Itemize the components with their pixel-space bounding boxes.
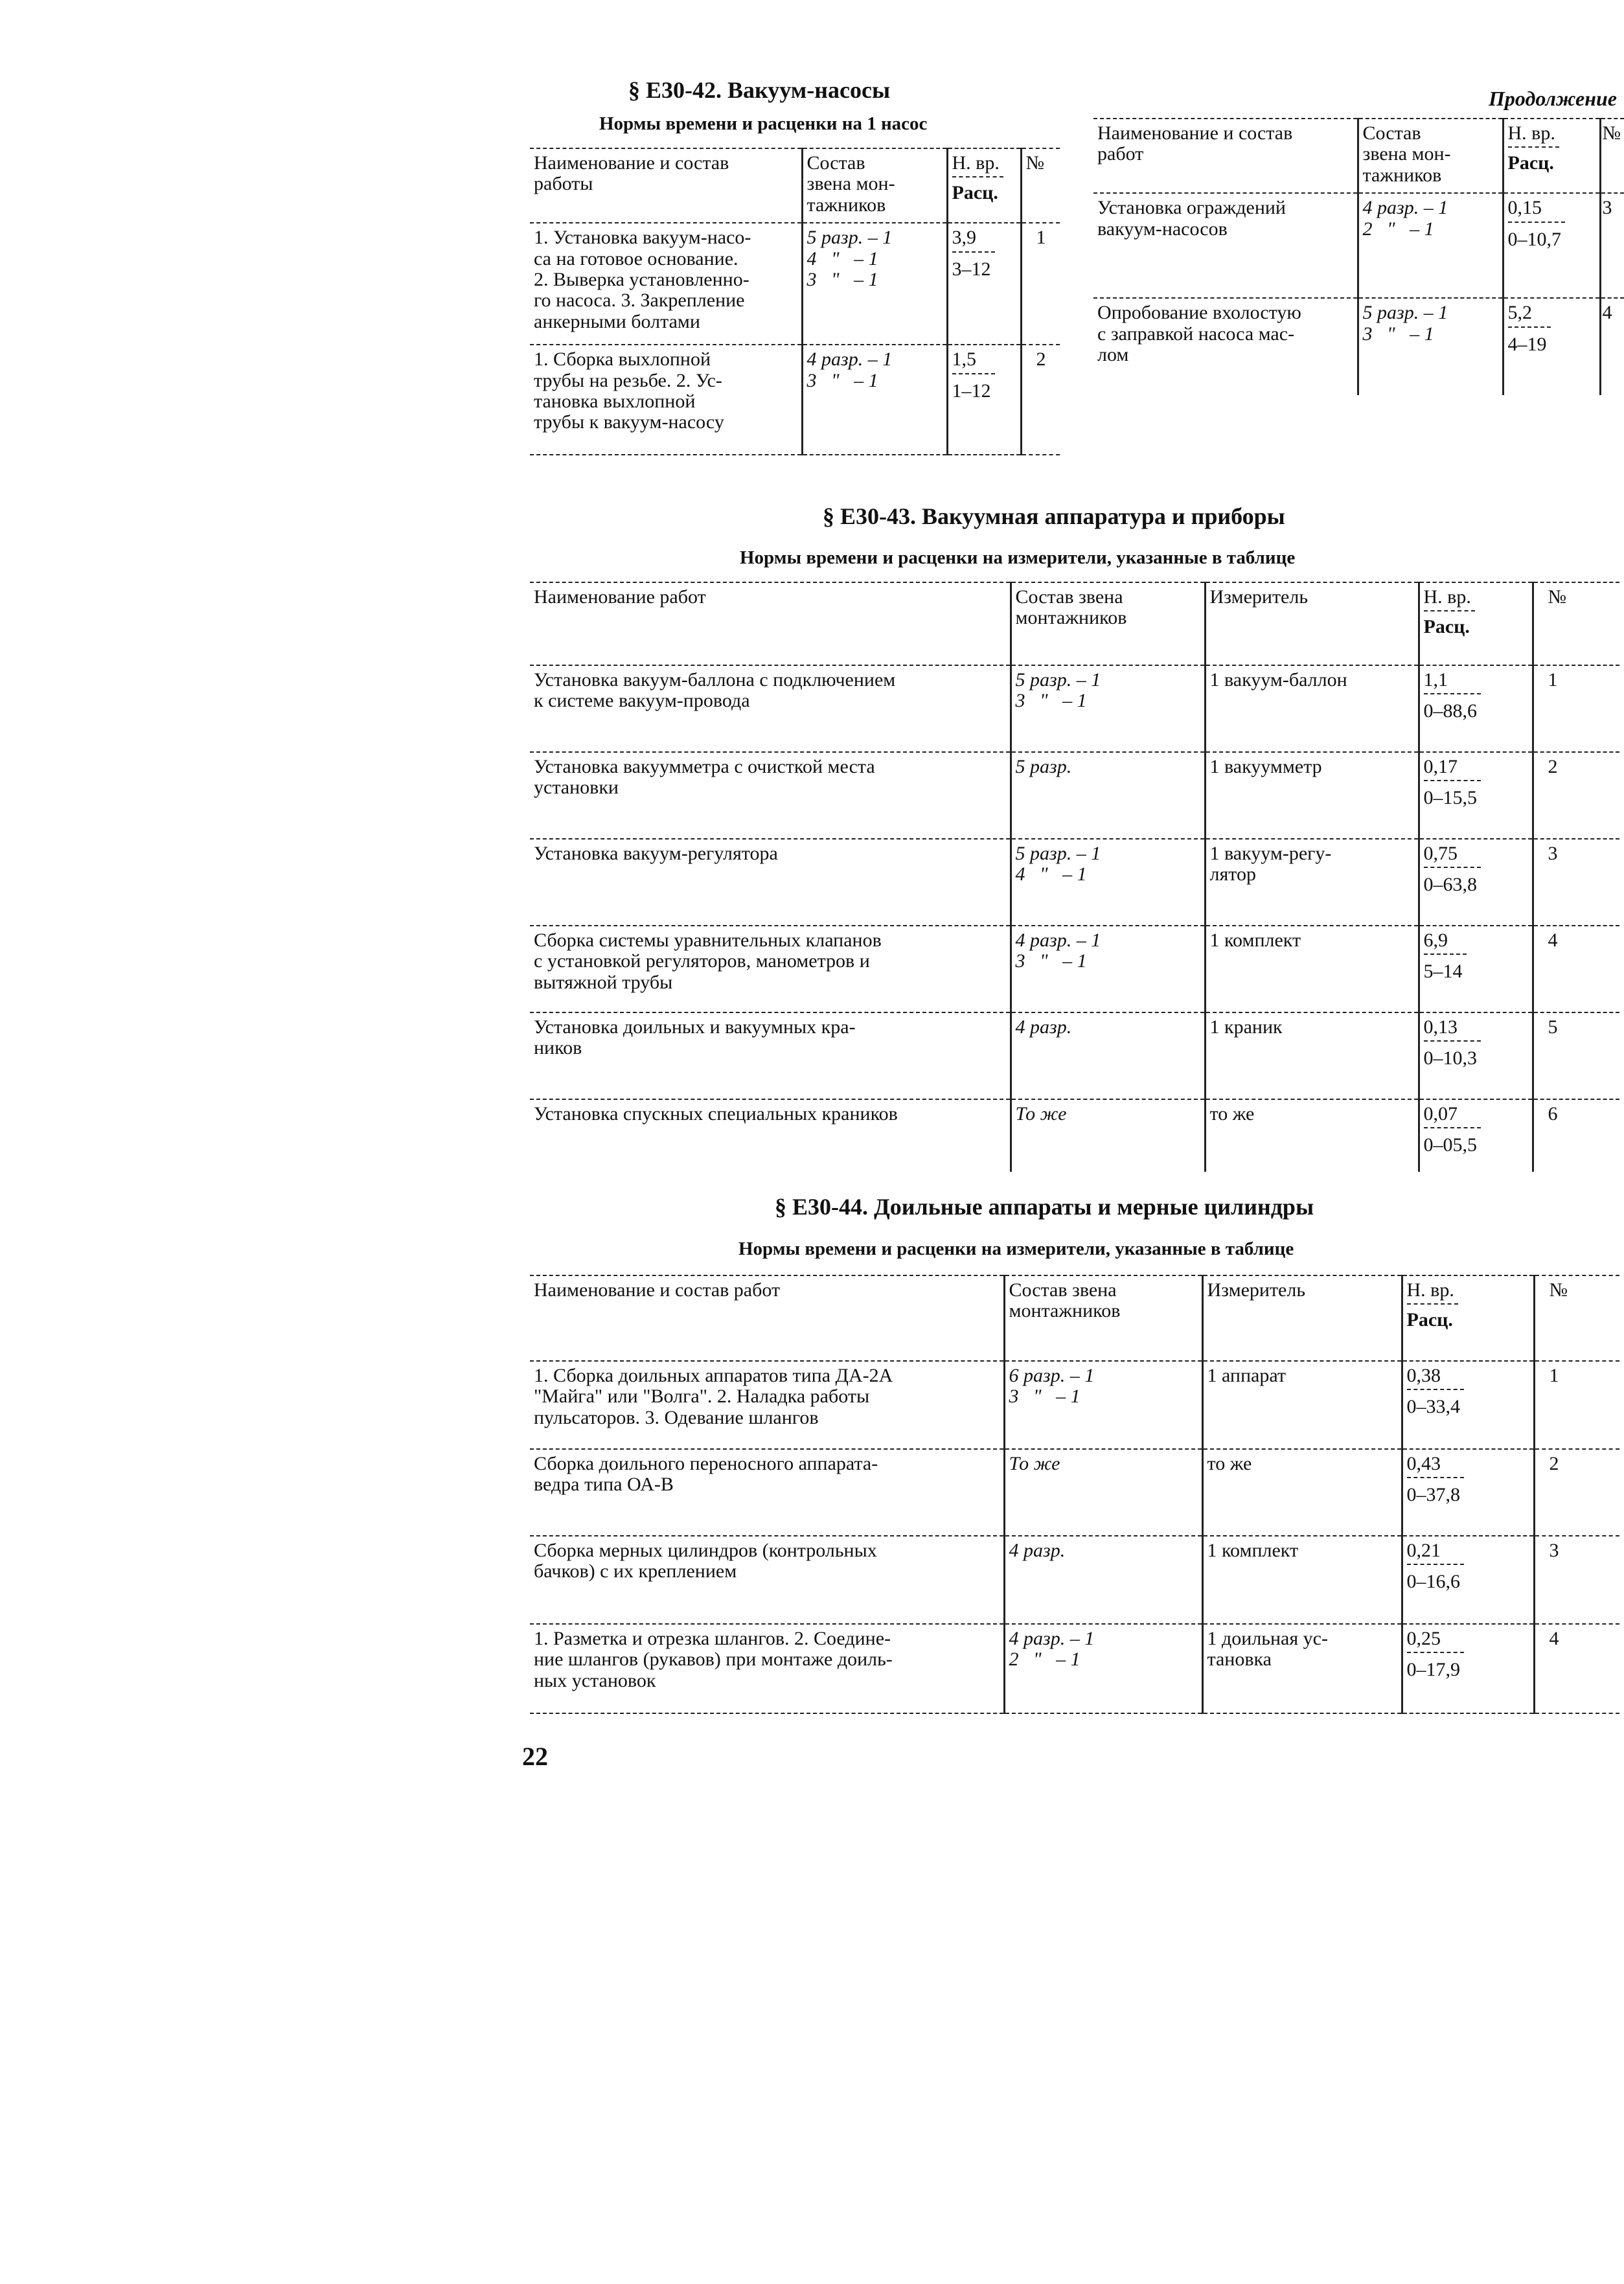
continuation-label: Продолжение (1489, 87, 1617, 110)
header-norm: Н. вр. (952, 152, 1000, 174)
section-subtitle-e30-44: Нормы времени и расценки на измерители, указанные в таблице (738, 1239, 1294, 1259)
row-norm-rate (1503, 193, 1600, 298)
row-unit: 1 доильная ус- тановка (1202, 1624, 1402, 1713)
row-rate: 0–88,6 (1424, 693, 1481, 722)
section-title-e30-42: § Е30-42. Вакуум-насосы (628, 77, 891, 103)
header-no: № (1533, 582, 1619, 665)
row-name: 1. Сборка доильных аппаратов типа ДА-2А "Майга" или "Волга". 2. Наладка работы пульсаторов. 3. Одевание шлангов (530, 1361, 1004, 1449)
table-row (530, 752, 1619, 839)
row-name: Установка спускных специальных краников (530, 1099, 1011, 1172)
row-name: Установка ограждений вакуум-насосов (1093, 193, 1358, 298)
section-title-e30-44: § Е30-44. Доильные аппараты и мерные цилиндры (775, 1194, 1314, 1220)
row-crew: 4 разр. (1011, 1012, 1205, 1099)
table-row (1093, 298, 1624, 395)
section-subtitle-e30-43: Нормы времени и расценки на измерители, указанные в таблице (740, 547, 1296, 568)
header-name: Наименование и состав работы (530, 148, 802, 223)
row-name: 1. Сборка выхлопной трубы на резьбе. 2. Ус- тановка выхлопной трубы к вакуум-насосу (530, 345, 802, 455)
row-name: 1. Разметка и отрезка шлангов. 2. Соедине- ние шлангов (рукавов) при монтаже доиль- ных установок (530, 1624, 1004, 1713)
row-rate: 0–16,6 (1407, 1564, 1465, 1592)
row-norm-rate (1419, 1099, 1533, 1172)
row-norm-rate (1419, 839, 1533, 926)
row-unit: 1 вакуум-регу- лятор (1205, 839, 1419, 926)
row-no: 2 (1021, 345, 1060, 455)
header-no: № (1600, 119, 1624, 193)
row-norm: 0,07 (1423, 1103, 1458, 1125)
row-name: Установка вакуумметра с очисткой места установки (530, 752, 1011, 839)
row-rate: 0–10,3 (1424, 1040, 1481, 1069)
row-unit: 1 комплект (1205, 926, 1419, 1012)
row-name: Опробование вхолостую с заправкой насоса мас- лом (1093, 298, 1358, 395)
table-e30-44 (530, 1275, 1619, 1714)
table-header-row (530, 148, 1060, 223)
header-norm-rate (1503, 119, 1600, 193)
row-no: 1 (1533, 665, 1619, 752)
header-name: Наименование и состав работ (530, 1275, 1004, 1361)
header-norm: Н. вр. (1423, 586, 1471, 608)
header-norm-rate (947, 148, 1021, 223)
table-row (530, 1449, 1619, 1536)
row-no: 4 (1534, 1624, 1619, 1713)
row-no: 1 (1534, 1361, 1619, 1449)
table-row (530, 345, 1060, 455)
row-rate: 3–12 (952, 251, 995, 280)
row-crew: 5 разр. (1011, 752, 1205, 839)
row-no: 3 (1534, 1536, 1619, 1624)
header-name: Наименование и состав работ (1093, 119, 1358, 193)
row-norm: 0,25 (1406, 1628, 1441, 1649)
row-norm: 0,13 (1423, 1016, 1458, 1038)
row-no: 1 (1021, 223, 1060, 345)
row-unit: 1 комплект (1202, 1536, 1402, 1624)
section-title-e30-43: § Е30-43. Вакуумная аппаратура и приборы (823, 503, 1285, 529)
table-row (1093, 193, 1624, 298)
table-header-row (530, 582, 1619, 665)
header-crew: Состав звена мон- тажников (1358, 119, 1503, 193)
row-name: Установка вакуум-регулятора (530, 839, 1011, 926)
row-unit: 1 краник (1205, 1012, 1419, 1099)
row-norm-rate (947, 345, 1021, 455)
row-unit: 1 вакуумметр (1205, 752, 1419, 839)
row-crew: То же (1011, 1099, 1205, 1172)
row-crew: 4 разр. – 1 2 " – 1 (1004, 1624, 1202, 1713)
row-rate: 0–33,4 (1407, 1389, 1465, 1417)
page-number: 22 (522, 1742, 548, 1771)
header-rate: Расц. (1407, 1303, 1458, 1330)
row-norm: 0,38 (1406, 1365, 1441, 1386)
row-rate: 0–15,5 (1424, 780, 1481, 808)
row-name: Сборка системы уравнительных клапанов с установкой регуляторов, манометров и вытяжной трубы (530, 926, 1011, 1012)
table-row (530, 223, 1060, 345)
table-header-row (530, 1275, 1619, 1361)
table-e30-43 (530, 582, 1619, 1172)
row-norm: 0,43 (1406, 1453, 1441, 1474)
table-e30-42-left (530, 148, 1060, 455)
row-norm-rate (1419, 665, 1533, 752)
row-unit: 1 аппарат (1202, 1361, 1402, 1449)
header-name: Наименование работ (530, 582, 1011, 665)
row-crew: 4 разр. – 1 3 " – 1 (802, 345, 947, 455)
header-rate: Расц. (1508, 146, 1559, 174)
row-unit: 1 вакуум-баллон (1205, 665, 1419, 752)
table-row (530, 926, 1619, 1012)
row-norm: 1,5 (952, 348, 976, 371)
row-crew: То же (1004, 1449, 1202, 1536)
row-name: Установка вакуум-баллона с подключением к системе вакуум-провода (530, 665, 1011, 752)
row-norm-rate (1419, 1012, 1533, 1099)
header-norm-rate (1419, 582, 1533, 665)
table-row (530, 839, 1619, 926)
header-unit: Измеритель (1205, 582, 1419, 665)
row-no: 4 (1533, 926, 1619, 1012)
header-norm: Н. вр. (1406, 1279, 1454, 1301)
table-row (530, 1624, 1619, 1713)
table-row (530, 1361, 1619, 1449)
row-crew: 5 разр. – 1 3 " – 1 (1358, 298, 1503, 395)
row-norm-rate (1402, 1449, 1534, 1536)
row-norm-rate (1402, 1361, 1534, 1449)
row-norm-rate (1503, 298, 1600, 395)
row-rate: 1–12 (952, 373, 995, 402)
table-row (530, 1012, 1619, 1099)
row-name: 1. Установка вакуум-насо- са на готовое основание. 2. Выверка установленно- го насоса. 3. Закрепление анкерными болтами (530, 223, 802, 345)
row-crew: 4 разр. – 1 2 " – 1 (1358, 193, 1503, 298)
row-norm-rate (947, 223, 1021, 345)
row-crew: 4 разр. – 1 3 " – 1 (1011, 926, 1205, 1012)
row-no: 5 (1533, 1012, 1619, 1099)
row-norm: 1,1 (1423, 669, 1448, 691)
row-norm-rate (1419, 926, 1533, 1012)
row-name: Сборка доильного переносного аппарата- ведра типа ОА-В (530, 1449, 1004, 1536)
row-norm: 3,9 (952, 227, 976, 249)
row-no: 3 (1533, 839, 1619, 926)
row-norm-rate (1402, 1536, 1534, 1624)
table-row (530, 665, 1619, 752)
row-no: 6 (1548, 1103, 1558, 1125)
header-crew: Состав звена монтажников (1011, 582, 1205, 665)
row-rate: 5–14 (1424, 954, 1467, 982)
row-rate: 0–05,5 (1424, 1127, 1481, 1156)
row-crew: 5 разр. – 1 4 " – 1 3 " – 1 (802, 223, 947, 345)
header-rate: Расц. (952, 176, 1003, 203)
row-norm-rate (1419, 752, 1533, 839)
row-rate: 4–19 (1508, 326, 1551, 355)
row-no: 2 (1534, 1449, 1619, 1536)
header-crew: Состав звена мон- тажников (802, 148, 947, 223)
table-e30-42-right (1093, 118, 1624, 395)
header-rate: Расц. (1424, 610, 1475, 637)
row-no: 4 (1602, 302, 1612, 324)
row-norm: 0,15 (1507, 197, 1542, 219)
table-row (530, 1536, 1619, 1624)
row-name: Установка доильных и вакуумных кра- ников (530, 1012, 1011, 1099)
header-no: № (1534, 1275, 1619, 1361)
row-rate: 0–10,7 (1508, 222, 1566, 250)
header-norm-rate (1402, 1275, 1534, 1361)
header-norm: Н. вр. (1507, 122, 1555, 144)
row-no: 3 (1600, 193, 1624, 298)
row-norm: 0,75 (1423, 843, 1458, 864)
row-norm: 0,17 (1423, 756, 1458, 777)
table-row (530, 1099, 1619, 1172)
row-unit: то же (1205, 1099, 1419, 1172)
row-rate: 0–17,9 (1407, 1652, 1465, 1680)
row-norm: 6,9 (1423, 930, 1448, 951)
header-no: № (1021, 148, 1060, 223)
section-subtitle-e30-42: Нормы времени и расценки на 1 насос (599, 113, 928, 134)
header-unit: Измеритель (1202, 1275, 1402, 1361)
row-unit: то же (1202, 1449, 1402, 1536)
row-norm-rate (1402, 1624, 1534, 1713)
row-norm: 5,2 (1507, 302, 1532, 324)
row-no: 2 (1533, 752, 1619, 839)
table-header-row (1093, 119, 1624, 193)
row-norm: 0,21 (1406, 1540, 1441, 1561)
row-crew: 5 разр. – 1 3 " – 1 (1011, 665, 1205, 752)
row-rate: 0–37,8 (1407, 1477, 1465, 1505)
header-crew: Состав звена монтажников (1004, 1275, 1202, 1361)
row-name: Сборка мерных цилиндров (контрольных бачков) с их креплением (530, 1536, 1004, 1624)
row-rate: 0–63,8 (1424, 867, 1481, 895)
row-crew: 6 разр. – 1 3 " – 1 (1004, 1361, 1202, 1449)
row-crew: 4 разр. (1004, 1536, 1202, 1624)
row-crew: 5 разр. – 1 4 " – 1 (1011, 839, 1205, 926)
